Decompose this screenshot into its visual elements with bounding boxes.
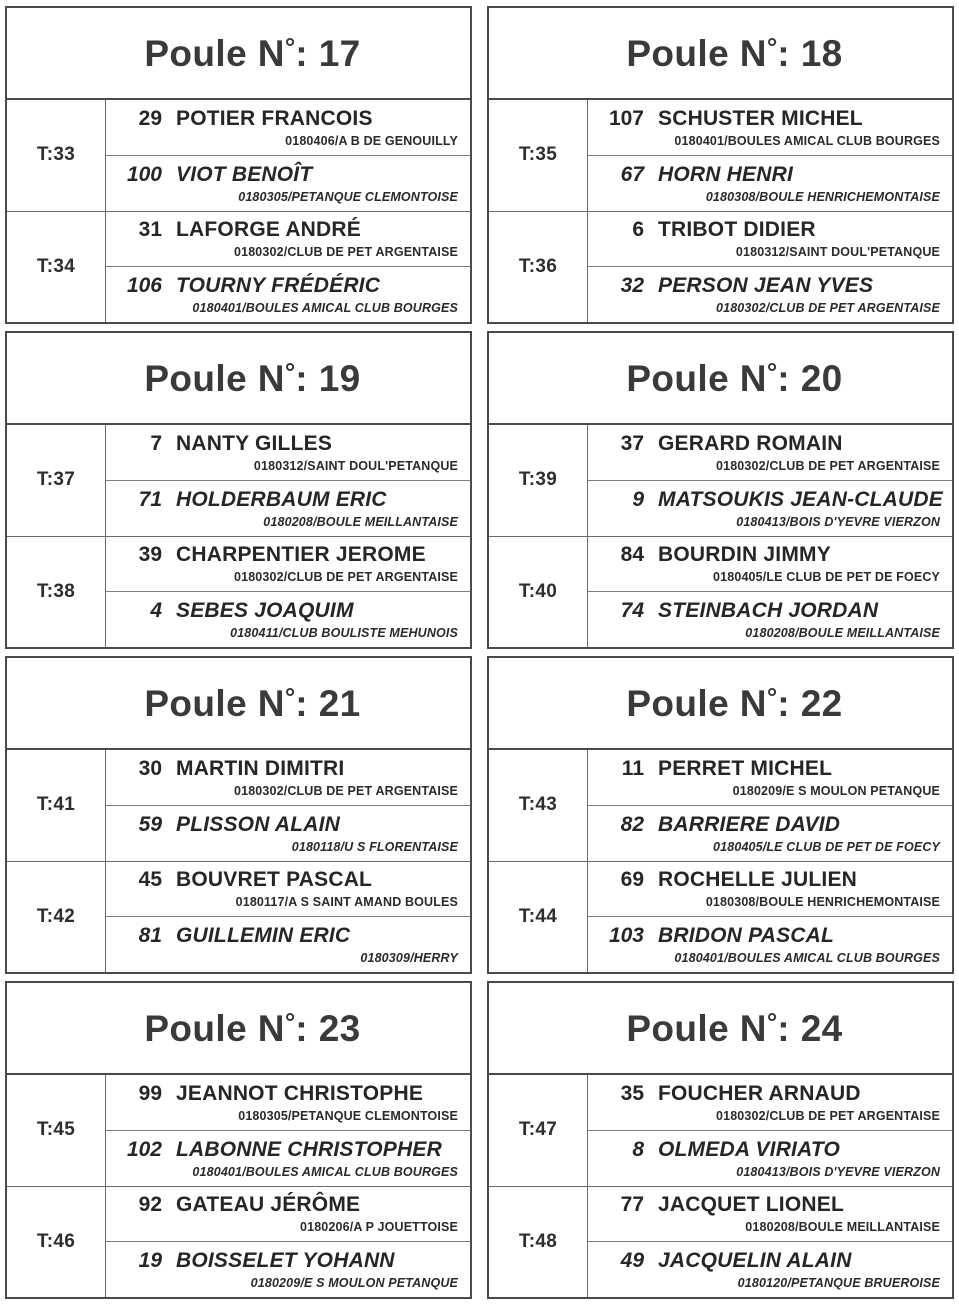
player-entry (588, 1075, 952, 1131)
player-number: 19 (138, 1249, 162, 1273)
poule-header (489, 333, 952, 425)
player-pair (588, 750, 952, 861)
player-pair (588, 100, 952, 211)
terrain-label: T:39 (489, 425, 588, 536)
player-name: HOLDERBAUM ERIC (176, 487, 387, 511)
player-name: POTIER FRANCOIS (176, 106, 373, 130)
player-number: 103 (608, 924, 644, 948)
terrain-label: T:37 (7, 425, 106, 536)
degree-sign: ° (284, 31, 296, 62)
poule-header (7, 658, 470, 750)
player-club: 0180302/CLUB DE PET ARGENTAISE (715, 301, 940, 316)
player-name: BOUVRET PASCAL (176, 868, 373, 892)
player-number: 100 (126, 162, 162, 186)
player-main-line (588, 543, 946, 567)
player-name: BARRIERE DAVID (658, 812, 841, 836)
match-row (489, 1187, 952, 1298)
poule-title: Poule N°: 21 (144, 681, 361, 724)
match-row (489, 1075, 952, 1187)
poule-row (5, 656, 954, 974)
poule-row (5, 6, 954, 324)
player-entry (106, 537, 470, 593)
player-name: PERSON JEAN YVES (658, 274, 874, 298)
player-number: 39 (138, 543, 162, 567)
player-main-line (588, 107, 946, 131)
player-entry (588, 750, 952, 806)
player-main-line (106, 274, 464, 298)
player-entry (106, 267, 470, 322)
player-entry (588, 425, 952, 481)
terrain-label: T:42 (7, 862, 106, 973)
player-club: 0180209/E S MOULON PETANQUE (732, 783, 940, 798)
poule-panel-24 (487, 981, 954, 1299)
player-club: 0180302/CLUB DE PET ARGENTAISE (233, 245, 458, 260)
player-entry (588, 100, 952, 156)
player-main-line (588, 218, 946, 242)
degree-sign: ° (766, 356, 778, 387)
player-main-line (588, 1193, 946, 1217)
player-name: PERRET MICHEL (658, 756, 833, 780)
player-number: 35 (620, 1081, 644, 1105)
player-main-line (106, 813, 464, 837)
player-main-line (588, 813, 946, 837)
degree-sign: ° (766, 31, 778, 62)
player-pair (588, 862, 952, 973)
player-club: 0180411/CLUB BOULISTE MEHUNOIS (230, 626, 458, 641)
player-entry (588, 481, 952, 536)
player-entry (106, 212, 470, 268)
poule-header (7, 8, 470, 100)
player-name: NANTY GILLES (176, 431, 333, 455)
player-entry (106, 862, 470, 918)
terrain-label: T:33 (7, 100, 106, 211)
player-club: 0180401/BOULES AMICAL CLUB BOURGES (674, 133, 940, 148)
player-name: LAFORGE ANDRÉ (176, 218, 361, 242)
player-number: 11 (621, 756, 644, 780)
match-row (489, 537, 952, 648)
player-pair (106, 212, 470, 323)
player-main-line (106, 218, 464, 242)
poule-header (489, 983, 952, 1075)
poule-row (5, 331, 954, 649)
player-main-line (106, 599, 464, 623)
player-name: VIOT BENOÎT (176, 162, 313, 186)
poule-panel-22 (487, 656, 954, 974)
player-pair (106, 537, 470, 648)
match-row (7, 1075, 470, 1187)
player-main-line (106, 107, 464, 131)
player-number: 59 (138, 812, 162, 836)
player-entry (588, 1131, 952, 1186)
player-club: 0180302/CLUB DE PET ARGENTAISE (233, 783, 458, 798)
terrain-label: T:45 (7, 1075, 106, 1186)
terrain-label: T:40 (489, 537, 588, 648)
player-club: 0180305/PETANQUE CLEMONTOISE (238, 189, 458, 204)
match-row (7, 537, 470, 648)
terrain-label: T:47 (489, 1075, 588, 1186)
player-name: BOURDIN JIMMY (658, 543, 831, 567)
player-club: 0180406/A B DE GENOUILLY (285, 133, 458, 148)
player-main-line (588, 1249, 946, 1273)
poule-header (489, 8, 952, 100)
player-name: OLMEDA VIRIATO (658, 1137, 841, 1161)
poule-title: Poule N°: 23 (144, 1006, 361, 1049)
player-entry (106, 100, 470, 156)
player-entry (588, 537, 952, 593)
player-entry (588, 156, 952, 211)
player-name: GATEAU JÉRÔME (176, 1193, 361, 1217)
player-main-line (106, 488, 464, 512)
match-list (489, 100, 952, 322)
player-entry (588, 1242, 952, 1297)
poule-title: Poule N°: 19 (144, 356, 361, 399)
player-number: 84 (620, 543, 644, 567)
player-club: 0180308/BOULE HENRICHEMONTAISE (705, 895, 940, 910)
player-pair (106, 425, 470, 536)
player-name: ROCHELLE JULIEN (658, 868, 858, 892)
poule-header (7, 333, 470, 425)
player-number: 37 (620, 431, 644, 455)
poule-panel-19 (5, 331, 472, 649)
match-row (7, 212, 470, 323)
player-name: PLISSON ALAIN (176, 812, 340, 836)
player-pair (106, 862, 470, 973)
match-row (7, 100, 470, 212)
player-name: SCHUSTER MICHEL (658, 106, 863, 130)
player-entry (106, 917, 470, 972)
terrain-label: T:44 (489, 862, 588, 973)
match-list (7, 425, 470, 647)
player-number: 8 (632, 1137, 644, 1161)
terrain-label: T:36 (489, 212, 588, 323)
player-number: 69 (620, 868, 644, 892)
match-row (7, 750, 470, 862)
player-club: 0180302/CLUB DE PET ARGENTAISE (715, 1108, 940, 1123)
player-number: 106 (126, 274, 162, 298)
player-name: LABONNE CHRISTOPHER (176, 1137, 442, 1161)
player-entry (588, 1187, 952, 1243)
player-main-line (588, 924, 946, 948)
player-entry (588, 212, 952, 268)
poule-row (5, 981, 954, 1299)
player-entry (588, 862, 952, 918)
degree-sign: ° (284, 681, 296, 712)
poule-header (489, 658, 952, 750)
player-number: 82 (620, 812, 644, 836)
match-list (7, 750, 470, 972)
terrain-label: T:34 (7, 212, 106, 323)
player-name: HORN HENRI (658, 162, 794, 186)
terrain-label: T:41 (7, 750, 106, 861)
match-row (7, 425, 470, 537)
player-number: 29 (138, 106, 162, 130)
player-club: 0180312/SAINT DOUL'PETANQUE (735, 245, 940, 260)
player-club: 0180208/BOULE MEILLANTAISE (745, 626, 940, 641)
player-club: 0180302/CLUB DE PET ARGENTAISE (715, 458, 940, 473)
player-club: 0180305/PETANQUE CLEMONTOISE (238, 1108, 458, 1123)
player-number: 107 (608, 106, 644, 130)
player-club: 0180308/BOULE HENRICHEMONTAISE (705, 189, 940, 204)
player-number: 4 (150, 599, 162, 623)
player-name: SEBES JOAQUIM (176, 599, 354, 623)
player-name: GUILLEMIN ERIC (176, 924, 351, 948)
degree-sign: ° (284, 356, 296, 387)
degree-sign: ° (766, 681, 778, 712)
player-number: 74 (620, 599, 644, 623)
match-row (489, 862, 952, 973)
player-number: 92 (138, 1193, 162, 1217)
player-number: 31 (138, 218, 162, 242)
player-club: 0180401/BOULES AMICAL CLUB BOURGES (192, 301, 458, 316)
player-main-line (106, 543, 464, 567)
player-name: MARTIN DIMITRI (176, 756, 345, 780)
player-name: GERARD ROMAIN (658, 431, 843, 455)
player-main-line (106, 868, 464, 892)
player-club: 0180209/E S MOULON PETANQUE (250, 1276, 458, 1291)
player-main-line (588, 868, 946, 892)
player-entry (106, 1187, 470, 1243)
player-entry (588, 806, 952, 861)
match-row (489, 750, 952, 862)
player-pair (106, 750, 470, 861)
player-number: 49 (620, 1249, 644, 1273)
match-list (489, 425, 952, 647)
player-club: 0180405/LE CLUB DE PET DE FOECY (713, 570, 940, 585)
player-entry (106, 481, 470, 536)
match-list (489, 750, 952, 972)
player-club: 0180206/A P JOUETTOISE (299, 1220, 458, 1235)
player-name: STEINBACH JORDAN (658, 599, 879, 623)
player-entry (106, 806, 470, 861)
player-club: 0180312/SAINT DOUL'PETANQUE (253, 458, 458, 473)
player-club: 0180208/BOULE MEILLANTAISE (263, 514, 458, 529)
match-list (7, 1075, 470, 1297)
player-main-line (588, 432, 946, 456)
player-main-line (106, 1082, 464, 1106)
player-pair (588, 425, 952, 536)
player-name: TOURNY FRÉDÉRIC (176, 274, 381, 298)
player-name: BOISSELET YOHANN (176, 1249, 395, 1273)
terrain-label: T:46 (7, 1187, 106, 1298)
player-pair (588, 1075, 952, 1186)
player-pair (106, 1075, 470, 1186)
player-name: JEANNOT CHRISTOPHE (176, 1081, 424, 1105)
poule-panel-17 (5, 6, 472, 324)
player-pair (588, 1187, 952, 1298)
player-name: MATSOUKIS JEAN-CLAUDE (658, 487, 943, 511)
player-entry (106, 1131, 470, 1186)
player-main-line (588, 1082, 946, 1106)
match-row (7, 1187, 470, 1298)
player-main-line (106, 432, 464, 456)
player-main-line (106, 757, 464, 781)
player-club: 0180309/HERRY (360, 951, 458, 966)
player-entry (588, 267, 952, 322)
player-main-line (588, 488, 946, 512)
terrain-label: T:35 (489, 100, 588, 211)
player-number: 45 (138, 868, 162, 892)
poule-panel-21 (5, 656, 472, 974)
player-pair (588, 212, 952, 323)
poule-title: Poule N°: 20 (626, 356, 843, 399)
player-number: 71 (138, 487, 162, 511)
match-row (489, 100, 952, 212)
player-number: 99 (138, 1081, 162, 1105)
player-entry (588, 917, 952, 972)
poule-title: Poule N°: 24 (626, 1006, 843, 1049)
player-pair (588, 537, 952, 648)
poule-title: Poule N°: 18 (626, 31, 843, 74)
match-row (489, 212, 952, 323)
player-name: CHARPENTIER JEROME (176, 543, 426, 567)
player-entry (106, 750, 470, 806)
degree-sign: ° (284, 1006, 296, 1037)
player-main-line (106, 924, 464, 948)
match-row (7, 862, 470, 973)
player-club: 0180208/BOULE MEILLANTAISE (745, 1220, 940, 1235)
player-main-line (588, 1138, 946, 1162)
player-entry (106, 592, 470, 647)
degree-sign: ° (766, 1006, 778, 1037)
poule-header (7, 983, 470, 1075)
poule-title: Poule N°: 17 (144, 31, 361, 74)
player-main-line (588, 274, 946, 298)
player-number: 102 (126, 1137, 162, 1161)
player-entry (106, 1242, 470, 1297)
poule-panel-18 (487, 6, 954, 324)
player-pair (106, 1187, 470, 1298)
terrain-label: T:43 (489, 750, 588, 861)
player-main-line (106, 163, 464, 187)
player-club: 0180118/U S FLORENTAISE (291, 839, 458, 854)
player-number: 81 (138, 924, 162, 948)
poule-panel-23 (5, 981, 472, 1299)
player-name: FOUCHER ARNAUD (658, 1081, 861, 1105)
player-main-line (588, 163, 946, 187)
player-club: 0180302/CLUB DE PET ARGENTAISE (233, 570, 458, 585)
player-entry (106, 156, 470, 211)
player-number: 7 (150, 431, 162, 455)
player-club: 0180401/BOULES AMICAL CLUB BOURGES (674, 951, 940, 966)
player-number: 32 (620, 274, 644, 298)
player-number: 6 (632, 218, 644, 242)
player-name: TRIBOT DIDIER (658, 218, 816, 242)
player-name: JACQUELIN ALAIN (658, 1249, 852, 1273)
player-main-line (588, 757, 946, 781)
match-row (489, 425, 952, 537)
player-club: 0180413/BOIS D'YEVRE VIERZON (736, 1164, 940, 1179)
player-main-line (106, 1193, 464, 1217)
player-number: 77 (620, 1193, 644, 1217)
player-club: 0180120/PETANQUE BRUEROISE (737, 1276, 940, 1291)
poule-title: Poule N°: 22 (626, 681, 843, 724)
player-entry (588, 592, 952, 647)
player-club: 0180117/A S SAINT AMAND BOULES (235, 895, 458, 910)
player-entry (106, 425, 470, 481)
player-number: 67 (620, 162, 644, 186)
player-main-line (588, 599, 946, 623)
match-list (489, 1075, 952, 1297)
poule-panel-20 (487, 331, 954, 649)
player-main-line (106, 1249, 464, 1273)
player-club: 0180413/BOIS D'YEVRE VIERZON (736, 514, 940, 529)
player-number: 9 (632, 487, 644, 511)
match-list (7, 100, 470, 322)
player-entry (106, 1075, 470, 1131)
player-name: JACQUET LIONEL (658, 1193, 844, 1217)
player-pair (106, 100, 470, 211)
player-name: BRIDON PASCAL (658, 924, 835, 948)
player-club: 0180401/BOULES AMICAL CLUB BOURGES (192, 1164, 458, 1179)
terrain-label: T:48 (489, 1187, 588, 1298)
player-main-line (106, 1138, 464, 1162)
terrain-label: T:38 (7, 537, 106, 648)
player-club: 0180405/LE CLUB DE PET DE FOECY (713, 839, 940, 854)
player-number: 30 (138, 756, 162, 780)
